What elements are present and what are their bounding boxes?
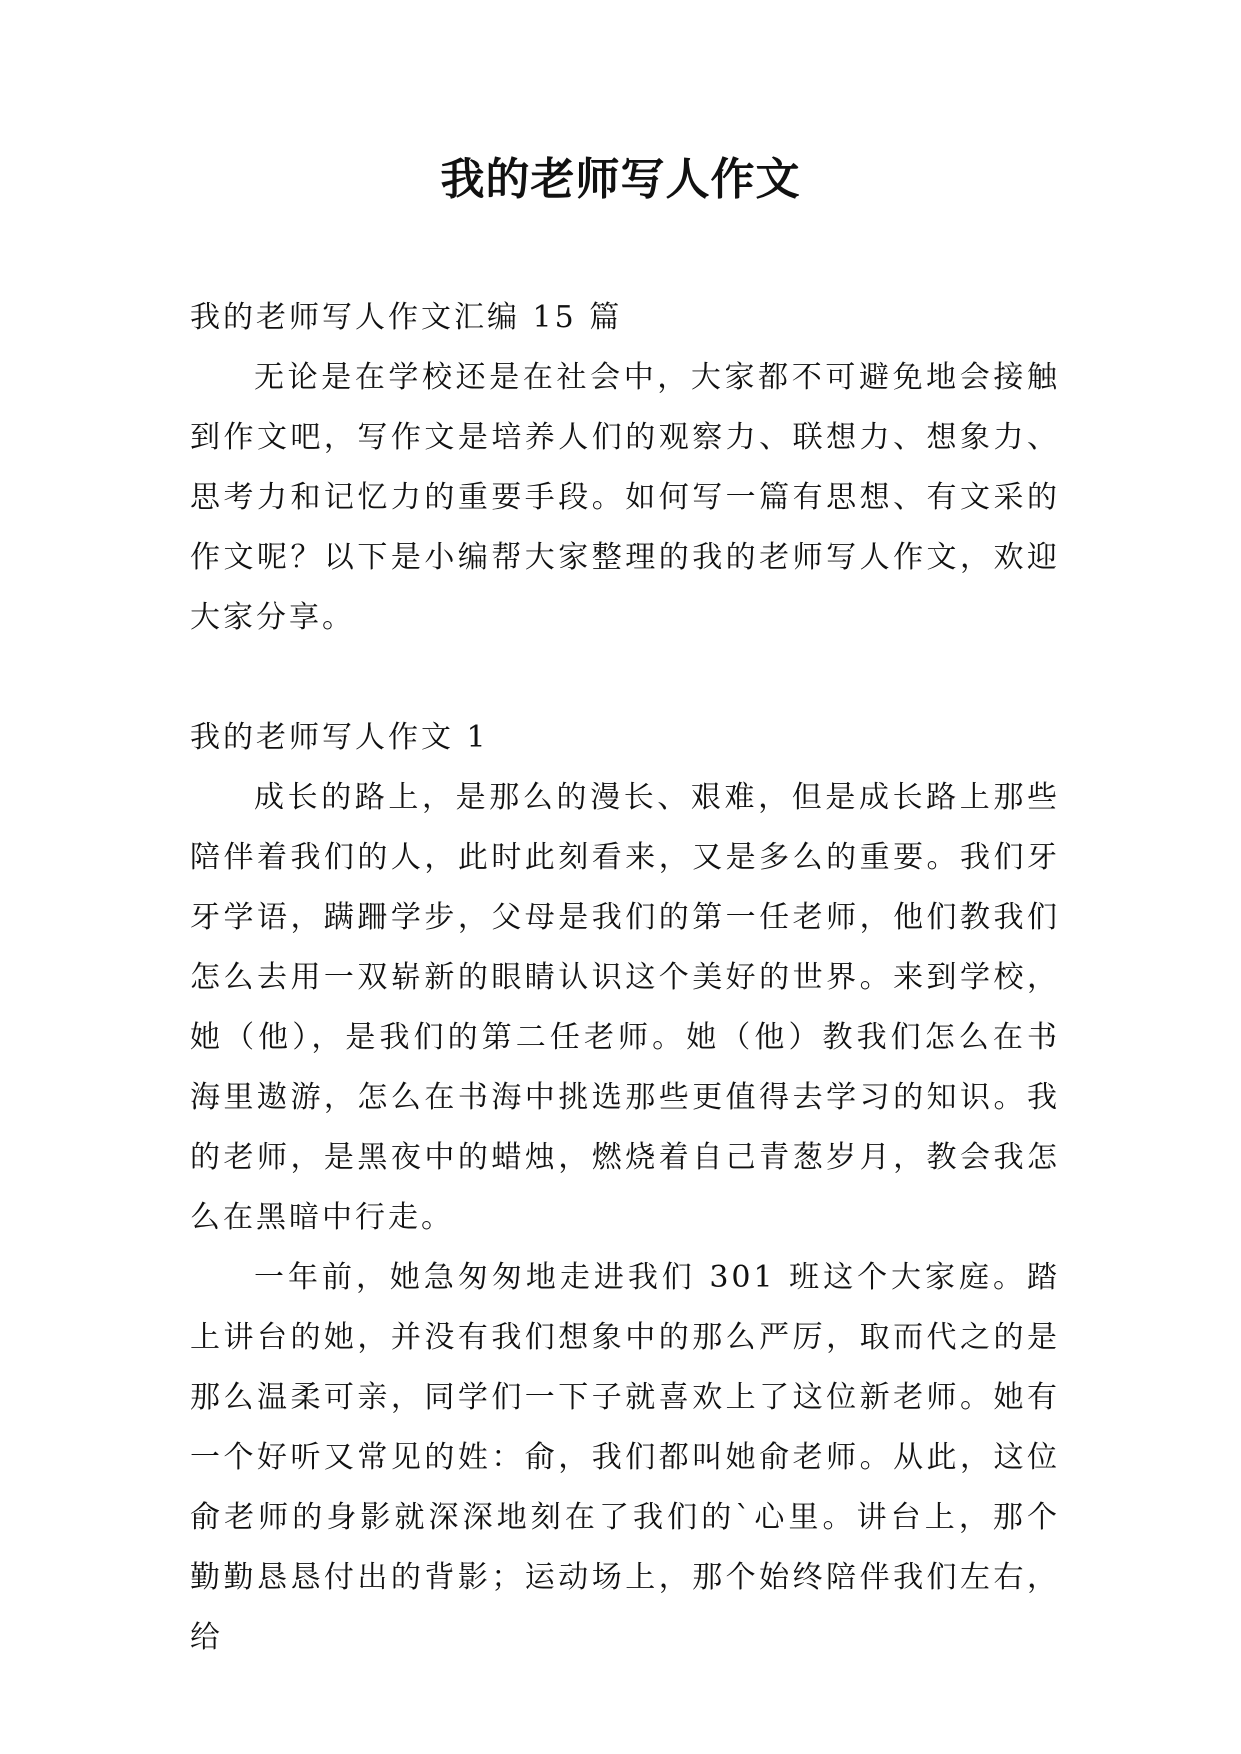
section-paragraph: 一年前，她急匆匆地走进我们 301 班这个大家庭。踏上讲台的她，并没有我们想象中的那么严厉，取而代之的是那么温柔可亲，同学们一下子就喜欢上了这位新老师。她有一个好听又常见的姓：俞，我们都叫她俞老师。从此，这位俞老师的身影就深深地刻在了我们的`心里。讲台上，那个勤勤恳恳付出的背影；运动场上，那个始终陪伴我们左右，给 — [190, 1260, 1060, 1655]
document-body — [190, 288, 1060, 1668]
section-heading: 我的老师写人作文 1 — [190, 720, 489, 755]
section-spacer — [190, 648, 1060, 708]
document-title: 我的老师写人作文 — [440, 154, 801, 205]
intro-paragraph: 无论是在学校还是在社会中，大家都不可避免地会接触到作文吧，写作文是培养人们的观察力、联想力、想象力、思考力和记忆力的重要手段。如何写一篇有思想、有文采的作文呢？以下是小编帮大家整理的我的老师写人作文，欢迎大家分享。 — [190, 360, 1060, 635]
intro-heading: 我的老师写人作文汇编 15 篇 — [190, 300, 623, 335]
section-paragraph: 成长的路上，是那么的漫长、艰难，但是成长路上那些陪伴着我们的人，此时此刻看来，又是多么的重要。我们牙牙学语，蹒跚学步，父母是我们的第一任老师，他们教我们怎么去用一双崭新的眼睛认识这个美好的世界。来到学校，她（他），是我们的第二任老师。她（他）教我们怎么在书海里遨游，怎么在书海中挑选那些更值得去学习的知识。我的老师，是黑夜中的蜡烛，燃烧着自己青葱岁月，教会我怎么在黑暗中行走。 — [190, 780, 1060, 1235]
